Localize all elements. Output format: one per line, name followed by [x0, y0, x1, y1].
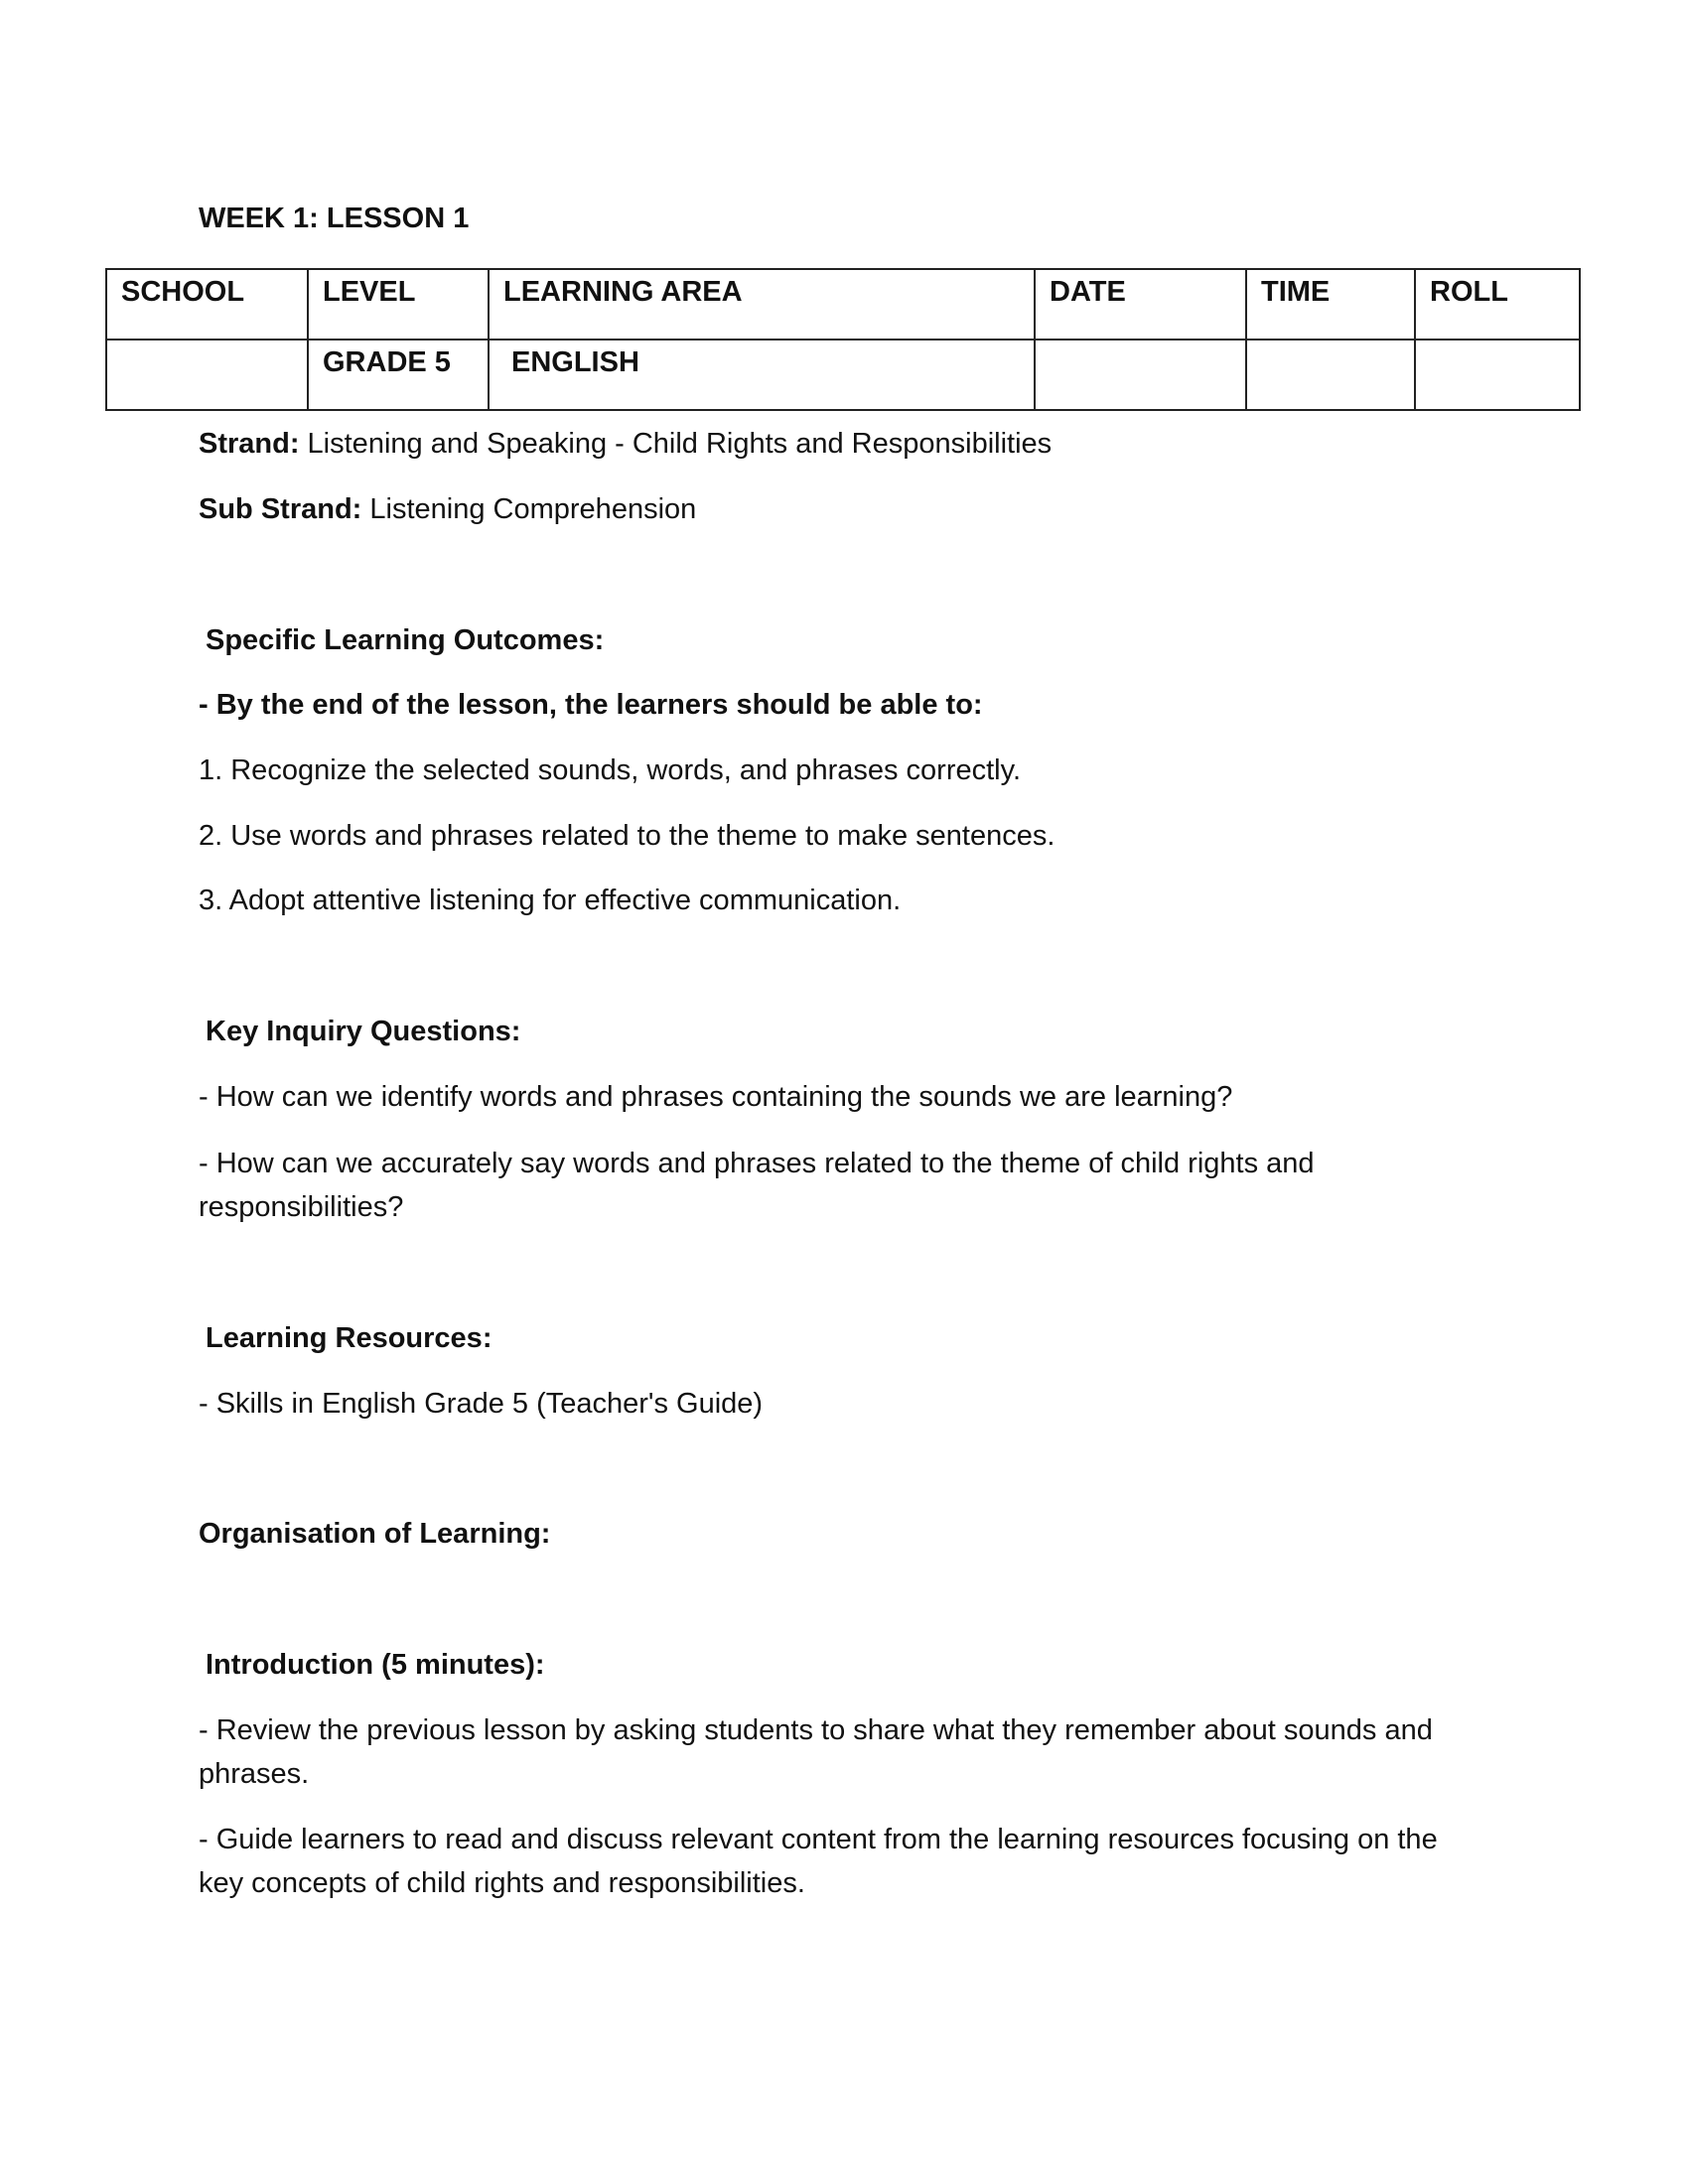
introduction-item: - Review the previous lesson by asking students to share what they remember about sounds and phrases. [199, 1714, 1433, 1790]
cell-level: GRADE 5 [308, 340, 489, 410]
outcome-item: 3. Adopt attentive listening for effective communication. [199, 885, 902, 916]
inquiry-item: - How can we accurately say words and phrases related to the theme of child rights and responsibilities? [199, 1148, 1315, 1223]
header-time: TIME [1246, 269, 1415, 340]
cell-learning-area: ENGLISH [489, 340, 1035, 410]
strand-line [199, 422, 1052, 466]
inquiry-item: - How can we identify words and phrases containing the sounds we are learning? [199, 1081, 1233, 1113]
cell-roll [1415, 340, 1580, 410]
inquiry-heading: Key Inquiry Questions: [206, 1016, 521, 1047]
lesson-info-table [105, 268, 1581, 411]
header-school: SCHOOL [106, 269, 308, 340]
introduction-item: - Guide learners to read and discuss relevant content from the learning resources focusing on the key concepts of child rights and responsibilities. [199, 1824, 1438, 1899]
week-title: WEEK 1: LESSON 1 [199, 203, 470, 234]
organisation-heading: Organisation of Learning: [199, 1518, 551, 1550]
cell-school [106, 340, 308, 410]
header-level: LEVEL [308, 269, 489, 340]
outcomes-heading: Specific Learning Outcomes: [206, 624, 605, 656]
header-roll: ROLL [1415, 269, 1580, 340]
outcome-item: 2. Use words and phrases related to the theme to make sentences. [199, 820, 1055, 852]
cell-date [1035, 340, 1246, 410]
header-learning-area: LEARNING AREA [489, 269, 1035, 340]
table-row [106, 340, 1580, 410]
outcome-item: 1. Recognize the selected sounds, words, and phrases correctly. [199, 754, 1022, 786]
sub-strand-value: Listening Comprehension [361, 493, 697, 525]
resources-heading: Learning Resources: [206, 1322, 492, 1354]
sub-strand-label: Sub Strand: [199, 493, 362, 525]
table-header-row [106, 269, 1580, 340]
cell-time [1246, 340, 1415, 410]
resource-item: - Skills in English Grade 5 (Teacher's Guide) [199, 1388, 764, 1420]
strand-value: Listening and Speaking - Child Rights and Responsibilities [299, 428, 1053, 460]
sub-strand-line [199, 487, 696, 531]
header-date: DATE [1035, 269, 1246, 340]
introduction-heading: Introduction (5 minutes): [206, 1649, 545, 1681]
strand-label: Strand: [199, 428, 300, 460]
outcomes-intro: - By the end of the lesson, the learners should be able to: [199, 689, 983, 721]
